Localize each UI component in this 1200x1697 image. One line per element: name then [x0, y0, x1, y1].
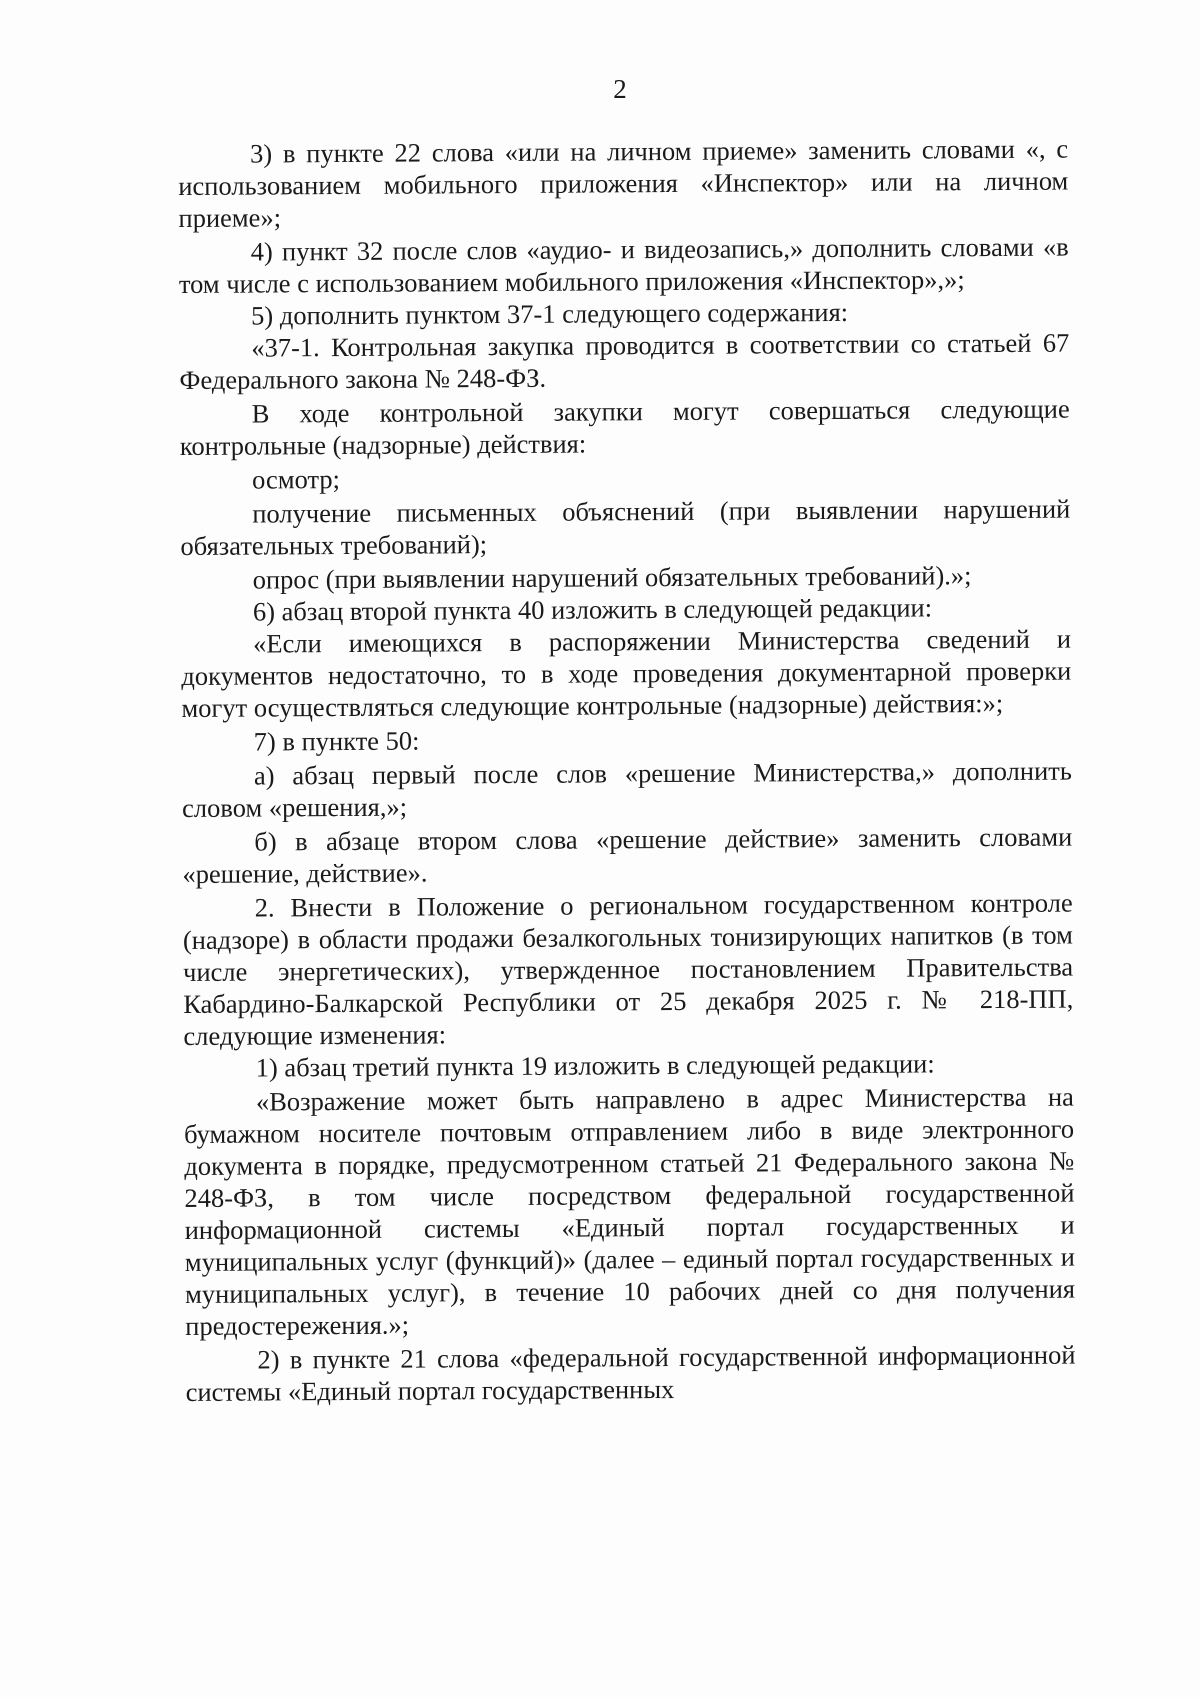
paragraph-written-explanations: получение письменных объяснений (при выявлении нарушений обязательных требований);	[180, 493, 1071, 561]
page-number: 2	[613, 74, 627, 104]
paragraph-section-2-item-1: 1) абзац третий пункта 19 изложить в следующей редакции:	[255, 1048, 935, 1083]
paragraph-section-2-item-2: 2) в пункте 21 слова «федеральной государственной информационной системы «Единый портал государственных	[185, 1339, 1076, 1407]
paragraph-survey: опрос (при выявлении нарушений обязательных требований).»;	[252, 560, 972, 595]
paragraph-inspection: осмотр;	[251, 464, 341, 495]
paragraph-control-actions: В ходе контрольной закупки могут совершаться следующие контрольные (надзорные) действия:	[179, 393, 1070, 461]
paragraph-item-7: 7) в пункте 50:	[253, 725, 420, 757]
paragraph-item-4: 4) пункт 32 после слов «аудио- и видеозапись,» дополнить словами «в том числе с использованием мобильного приложения «Инспектор»,»;	[178, 231, 1069, 299]
paragraph-subitem-a: а) абзац первый после слов «решение Министерства,» дополнить словом «решения,»;	[182, 755, 1072, 823]
paragraph-item-6: 6) абзац второй пункта 40 изложить в следующей редакции:	[252, 592, 933, 627]
paragraph-point-37-1: «37-1. Контрольная закупка проводится в соответствии со статьей 67 Федерального закона № 248-ФЗ.	[179, 327, 1070, 395]
document-body	[178, 133, 1076, 1408]
paragraph-objection: «Возражение может быть направлено в адрес Министерства на бумажном носителе почтовым отправлением либо в виде электронного документа в порядке, предусмотренном статьей 21 Федерального закона № 248-ФЗ, в том числе посредством федеральной государственной информационной системы «Единый портал государственных и муниципальных услуг (функций)» (далее – единый портал государственных и муниципальных услуг), в течение 10 рабочих дней со дня получения предостережения.»;	[183, 1081, 1076, 1341]
paragraph-insufficient-info: «Если имеющихся в распоряжении Министерства сведений и документов недостаточно, то в ходе проведения документарной проверки могут осуществляться следующие контрольные (надзорные) действия:»;	[181, 623, 1072, 723]
paragraph-item-5: 5) дополнить пунктом 37-1 следующего содержания:	[250, 296, 849, 331]
paragraph-item-3: 3) в пункте 22 слова «или на личном приеме» заменить словами «, с использованием мобильного приложения «Инспектор» или на личном приеме»;	[178, 133, 1069, 233]
paragraph-subitem-b: б) в абзаце втором слова «решение действие» заменить словами «решение, действие».	[182, 821, 1073, 889]
paragraph-section-2: 2. Внести в Положение о региональном государственном контроле (надзоре) в области продажи безалкогольных тонизирующих напитков (в том числе энергетических), утвержденное постановлением Правительства Кабардино-Балкарской Республики от 25 декабря 2025 г. № 218-ПП, следующие изменения:	[182, 887, 1074, 1051]
